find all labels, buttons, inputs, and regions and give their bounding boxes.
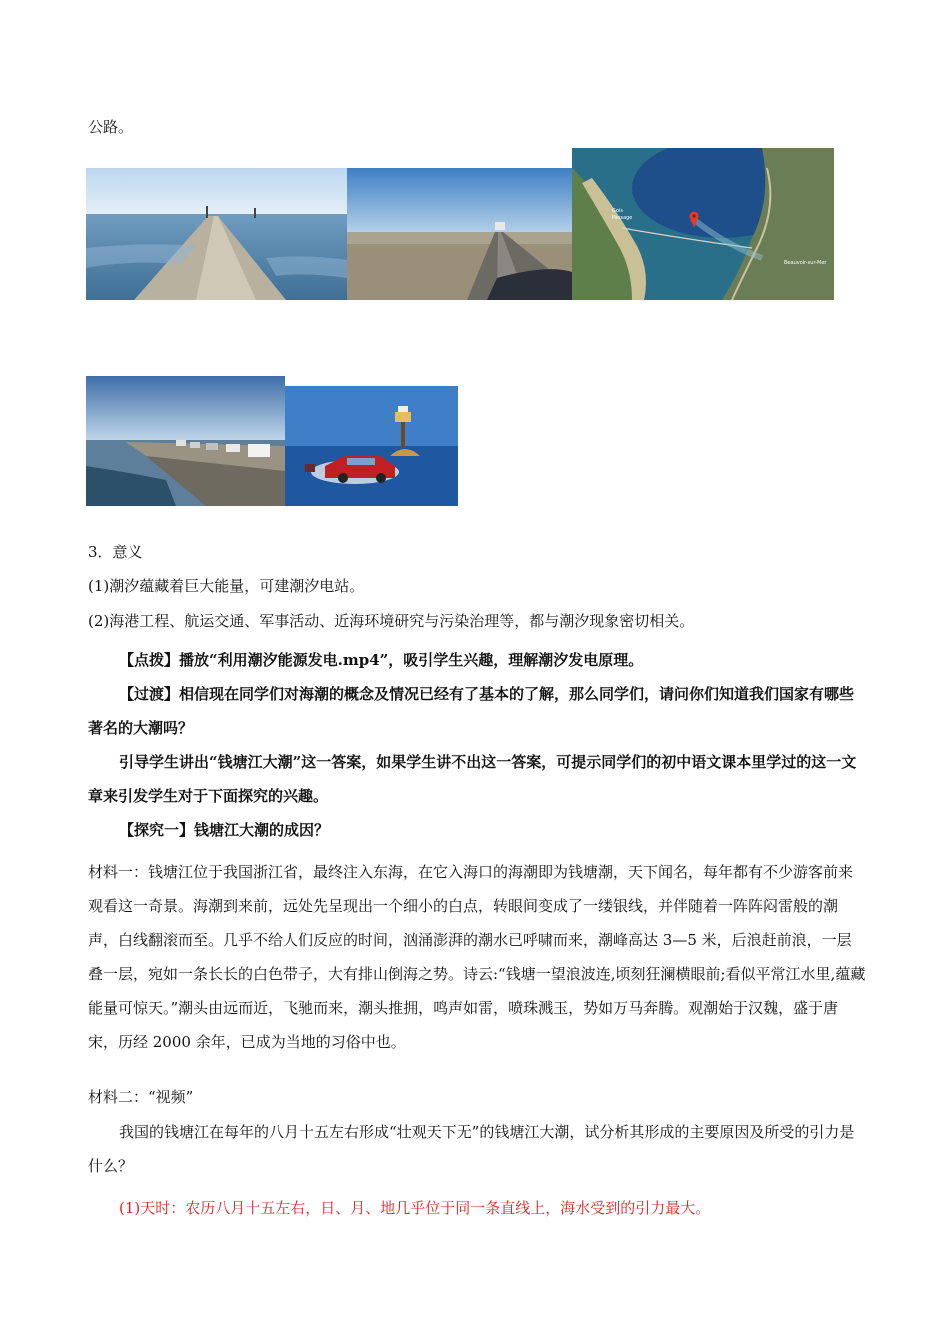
causeway-photo-2 bbox=[347, 168, 572, 300]
map-label-left-1: Gois bbox=[612, 208, 623, 214]
question-paragraph: 我国的钱塘江在每年的八月十五左右形成“壮观天下无”的钱塘江大潮，试分析其形成的主要原因及所受的引力是什么？ bbox=[88, 1123, 855, 1175]
car-in-water-photo bbox=[285, 386, 458, 506]
map-label-right-1: Beauvoir-sur-Mer bbox=[784, 260, 827, 266]
material-1-paragraph: 材料一：钱塘江位于我国浙江省，最终注入东海，在它入海口的海潮即为钱塘潮，天下闻名，每年都有不少游客前来观看这一奇景。海潮到来前，远处先呈现出一个细小的白点，转眼间变成了一缕银线，并伴随着一阵阵闷雷般的潮声，白线翻滚而至。几乎不给人们反应的时间，汹涌澎湃的潮水已呼啸而来，潮峰高达 3—5 米，后浪赶前浪，一层叠一层，宛如一条长长的白色带子，大有排山倒海之势。诗云:“钱塘一望浪波连,顷刻狂澜横眼前;看似平常江水里,蕴藏能量可惊天。”潮头由远而近，飞驰而来，潮头推拥，鸣声如雷，喷珠溅玉，势如万马奔腾。观潮始于汉魏，盛于唐宋，历经 2000 余年，已成为当地的习俗中也。 bbox=[88, 863, 866, 1051]
tanjiu-heading: 【探究一】钱塘江大潮的成因？ bbox=[119, 821, 330, 839]
causeway-photo-1 bbox=[86, 168, 347, 300]
causeway-cars-photo bbox=[86, 376, 285, 506]
satellite-map bbox=[572, 148, 834, 300]
section-3-item-1: (1)潮汐蕴藏着巨大能量，可建潮汐电站。 bbox=[88, 577, 365, 595]
section-3-item-2: (2)海港工程、航运交通、军事活动、近海环境研究与污染治理等，都与潮汐现象密切相关。 bbox=[88, 612, 695, 630]
answer-1: (1)天时：农历八月十五左右，日、月、地几乎位于同一条直线上，海水受到的引力最大。 bbox=[119, 1199, 711, 1217]
dianbo-paragraph: 【点拨】播放“利用潮汐能源发电.mp4”，吸引学生兴趣，理解潮汐发电原理。 bbox=[119, 651, 644, 669]
guodu-paragraph: 【过渡】相信现在同学们对海潮的概念及情况已经有了基本的了解，那么同学们，请问你们知道我们国家有哪些著名的大潮吗？ bbox=[88, 685, 855, 737]
top-line: 公路。 bbox=[88, 118, 134, 136]
material-2-line: 材料二：“视频” bbox=[88, 1088, 194, 1106]
yindao-paragraph: 引导学生讲出“钱塘江大潮”这一答案，如果学生讲不出这一答案，可提示同学们的初中语文课本里学过的这一文章来引发学生对于下面探究的兴趣。 bbox=[88, 753, 857, 805]
map-label-left-2: Passage bbox=[612, 215, 633, 221]
section-3-heading: 3．意义 bbox=[88, 543, 143, 561]
